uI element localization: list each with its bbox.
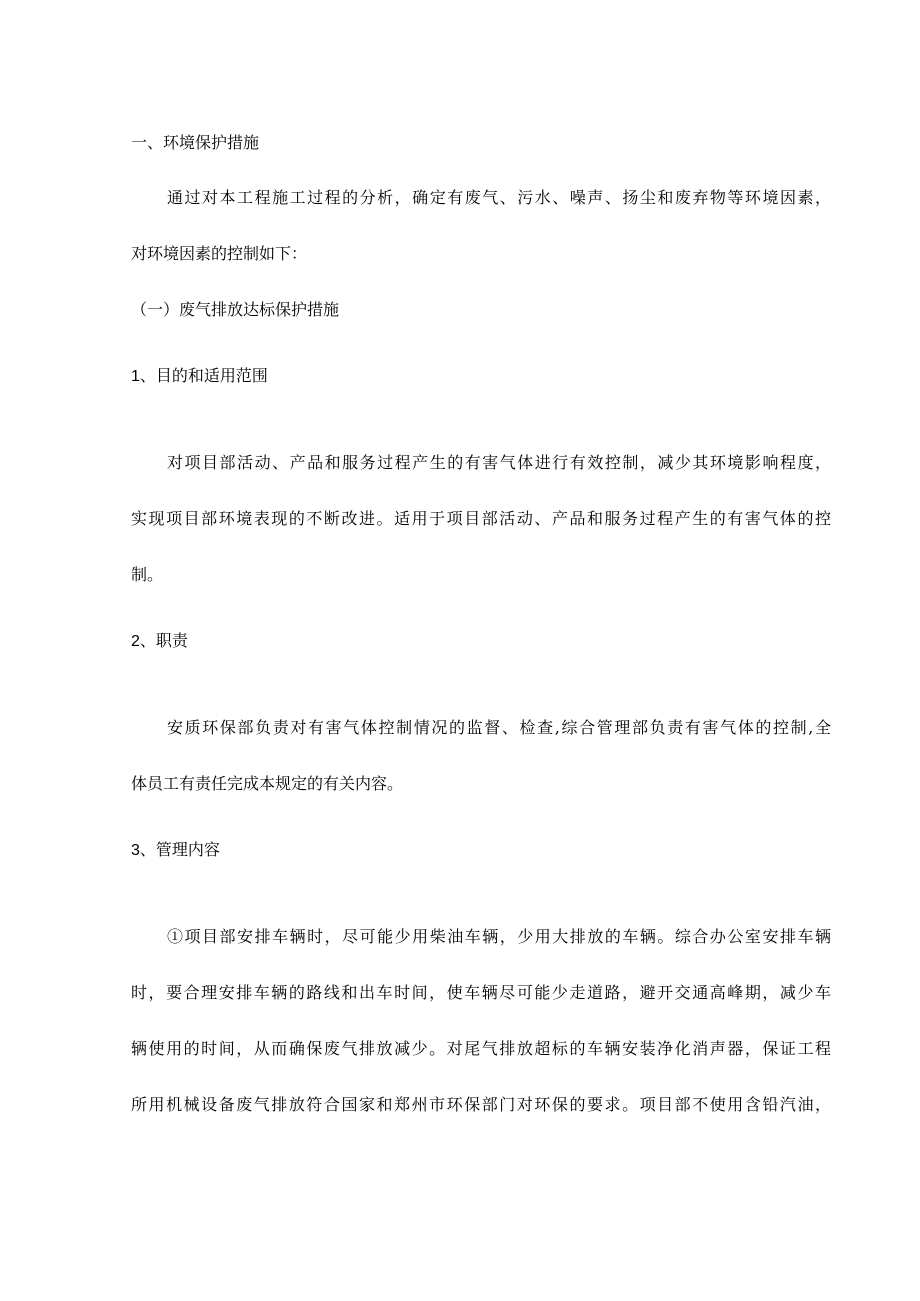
section-1-title: （一）废气排放达标保护措施 bbox=[131, 300, 340, 319]
subsection-2-title: 、职责 bbox=[139, 631, 188, 650]
subsection-3-para-line-2: 时，要合理安排车辆的路线和出车时间，使车辆尽可能少走道路，避开交通高峰期，减少车 bbox=[131, 983, 831, 1002]
subsection-3-heading bbox=[131, 840, 220, 861]
intro-line-1: 通过对本工程施工过程的分析，确定有废气、污水、噪声、扬尘和废弃物等环境因素， bbox=[167, 188, 831, 207]
subsection-2-number: 2 bbox=[131, 633, 140, 650]
subsection-2-heading bbox=[131, 631, 188, 652]
subsection-2-para-line-1: 安质环保部负责对有害气体控制情况的监督、检查,综合管理部负责有害气体的控制,全 bbox=[167, 718, 831, 737]
subsection-1-title: 、目的和适用范围 bbox=[139, 366, 268, 385]
subsection-2-para-line-2: 体员工有责任完成本规定的有关内容。 bbox=[131, 774, 404, 793]
intro-line-2: 对环境因素的控制如下： bbox=[131, 244, 308, 263]
subsection-1-para-line-1: 对项目部活动、产品和服务过程产生的有害气体进行有效控制，减少其环境影响程度， bbox=[167, 453, 831, 472]
subsection-3-para-line-1: ①项目部安排车辆时，尽可能少用柴油车辆，少用大排放的车辆。综合办公室安排车辆 bbox=[167, 927, 831, 946]
subsection-3-title: 、管理内容 bbox=[139, 840, 220, 859]
subsection-3-para-line-3: 辆使用的时间，从而确保废气排放减少。对尾气排放超标的车辆安装净化消声器，保证工程 bbox=[131, 1039, 831, 1058]
subsection-3-number: 3 bbox=[131, 842, 140, 859]
subsection-1-para-line-3: 制。 bbox=[131, 565, 164, 584]
subsection-1-para-line-2: 实现项目部环境表现的不断改进。适用于项目部活动、产品和服务过程产生的有害气体的控 bbox=[131, 509, 831, 528]
subsection-3-para-line-4: 所用机械设备废气排放符合国家和郑州市环保部门对环保的要求。项目部不使用含铅汽油， bbox=[131, 1095, 831, 1114]
subsection-1-number: 1 bbox=[131, 368, 140, 385]
heading-environmental-protection: 一、环境保护措施 bbox=[131, 133, 260, 152]
subsection-1-heading bbox=[131, 366, 268, 387]
